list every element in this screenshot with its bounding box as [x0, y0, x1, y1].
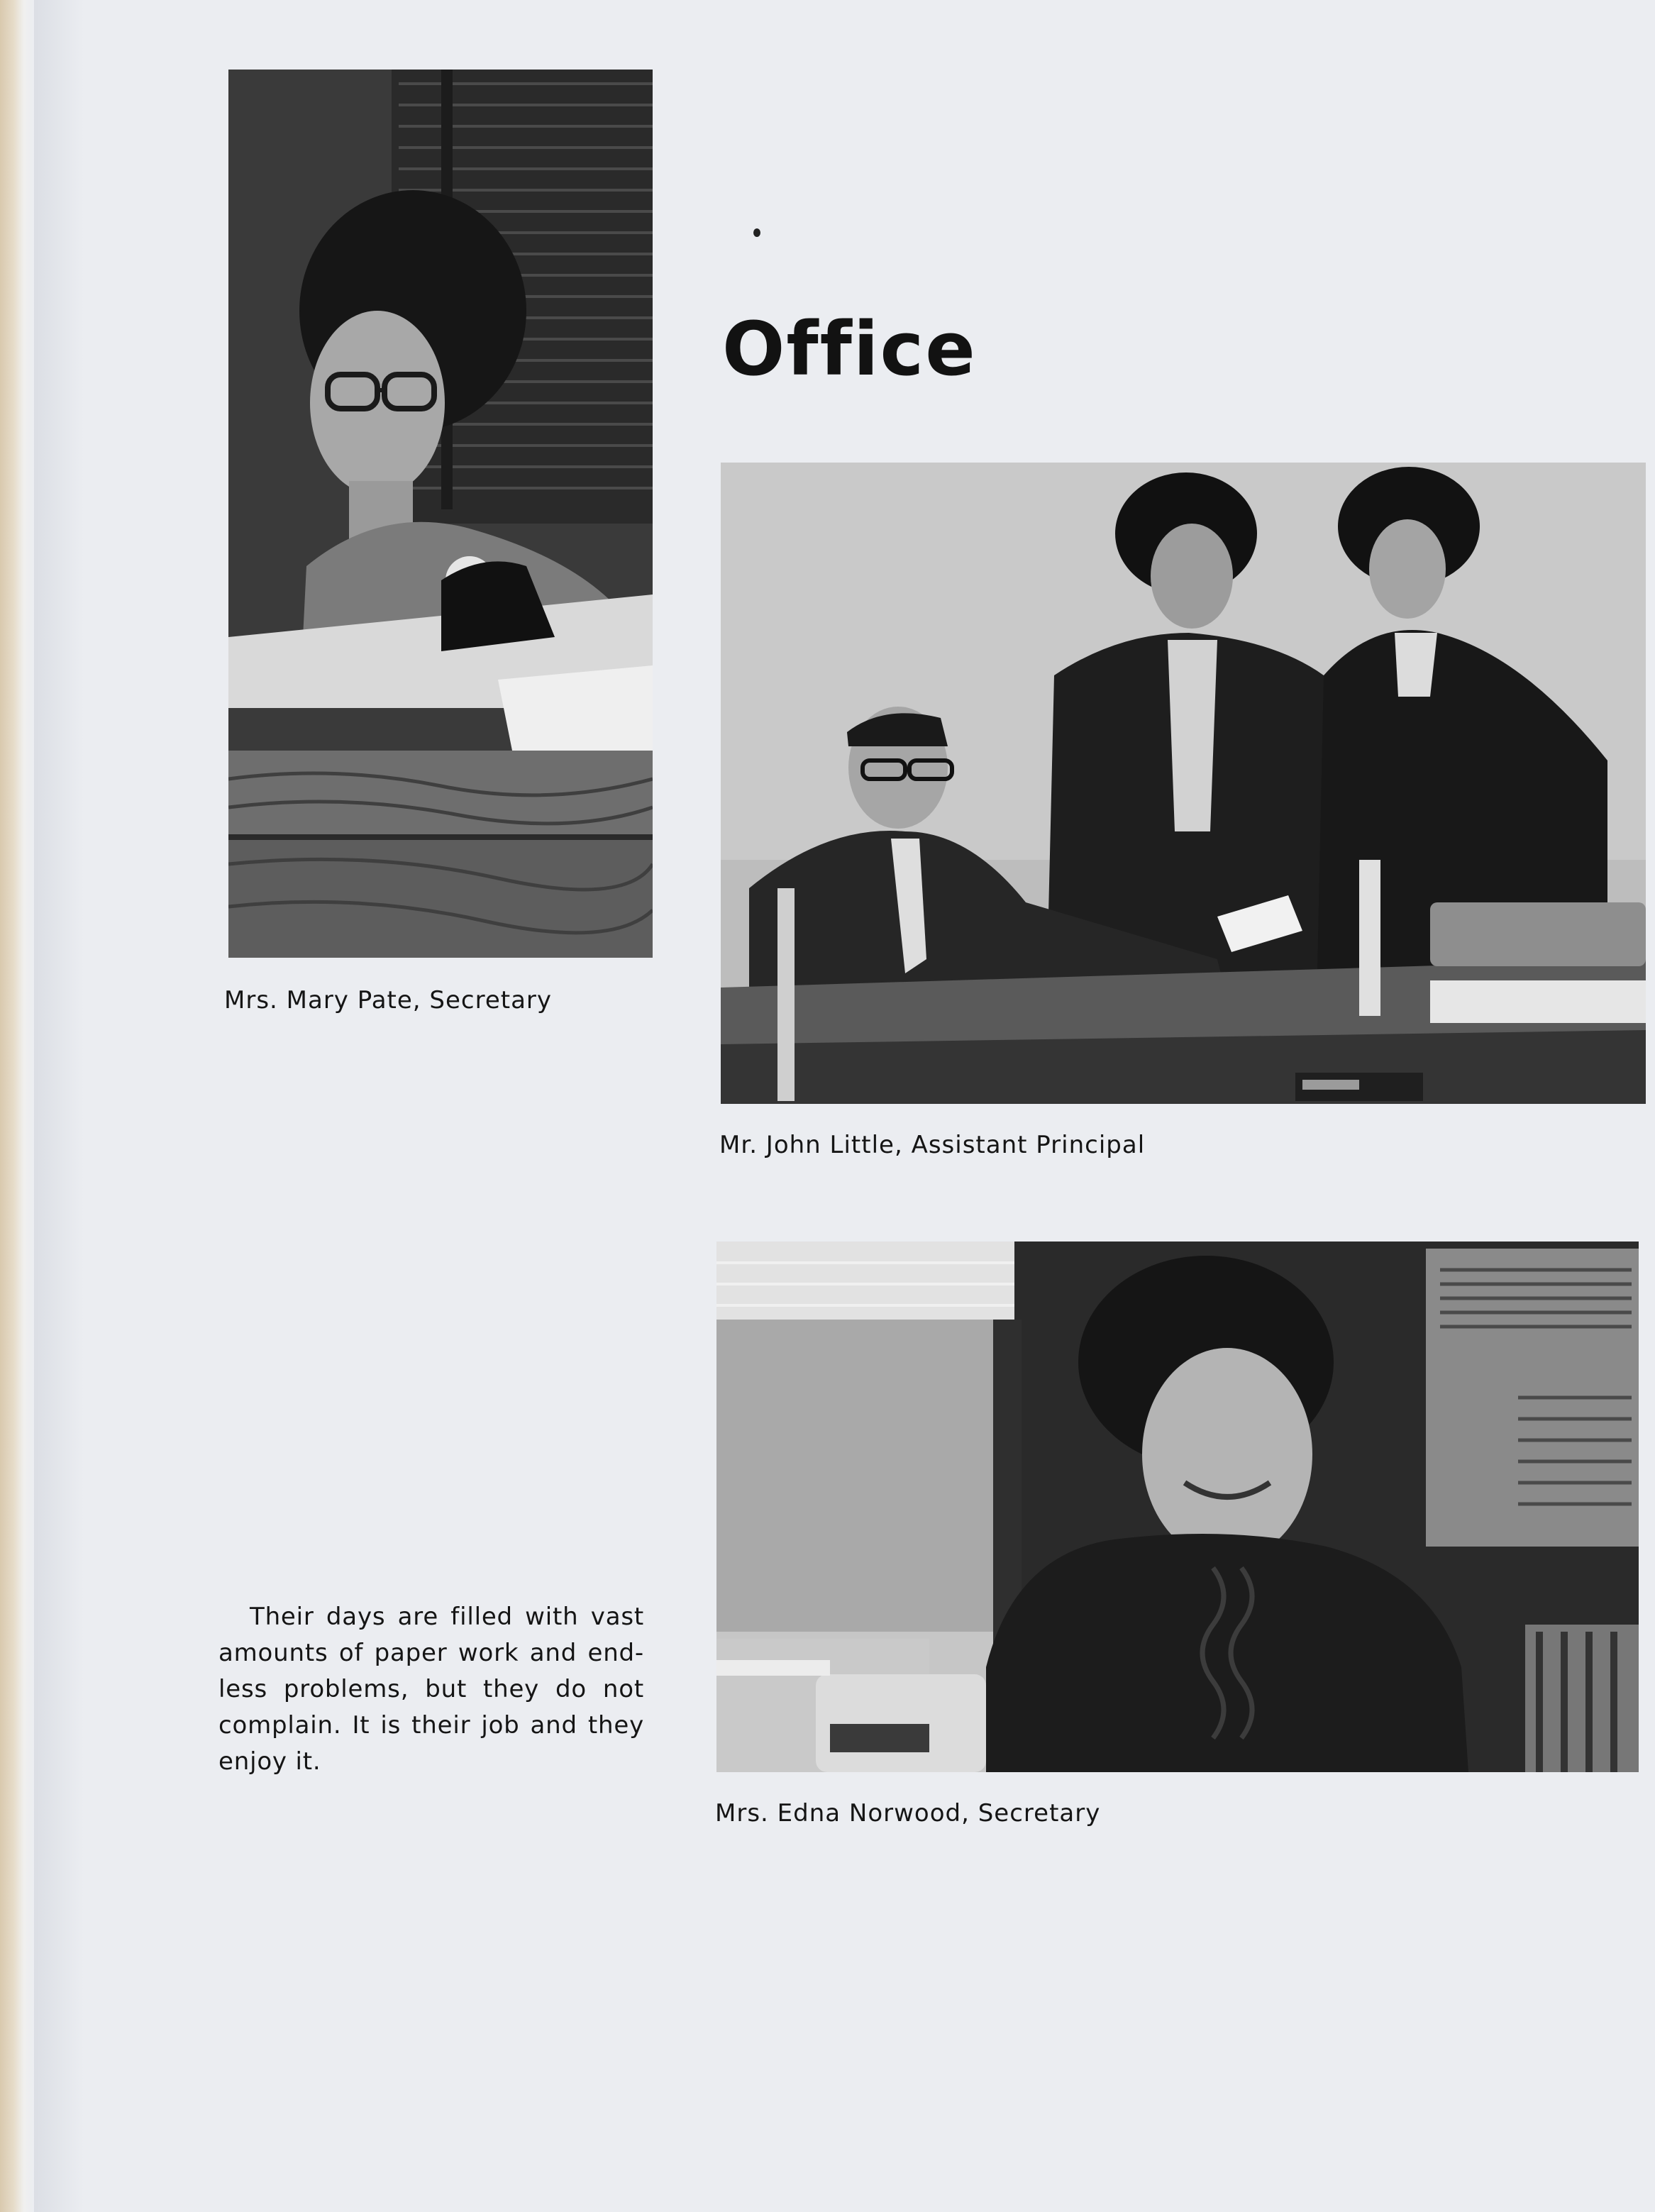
photo-edna-norwood: [716, 1242, 1639, 1772]
photo-mary-pate: [228, 70, 653, 958]
caption-mary-pate: Mrs. Mary Pate, Secretary: [224, 986, 553, 1014]
page-speck: [753, 228, 760, 237]
photo-john-little: [721, 463, 1646, 1104]
caption-john-little: Mr. John Little, Assistant Principal: [719, 1131, 1146, 1159]
group-john-little-image: [721, 463, 1646, 1104]
caption-edna-norwood: Mrs. Edna Norwood, Secretary: [715, 1799, 1101, 1827]
page-spine-shadow: [34, 0, 84, 2212]
page-title: Office: [722, 306, 977, 392]
page-spine-edge: [0, 0, 34, 2212]
body-paragraph: Their days are filled with vast amounts of paper work and end-less problems, but they do not complain. It is their job and they enjoy it.: [218, 1603, 644, 1776]
portrait-mary-pate-image: [228, 70, 653, 958]
portrait-edna-norwood-image: [716, 1242, 1639, 1772]
